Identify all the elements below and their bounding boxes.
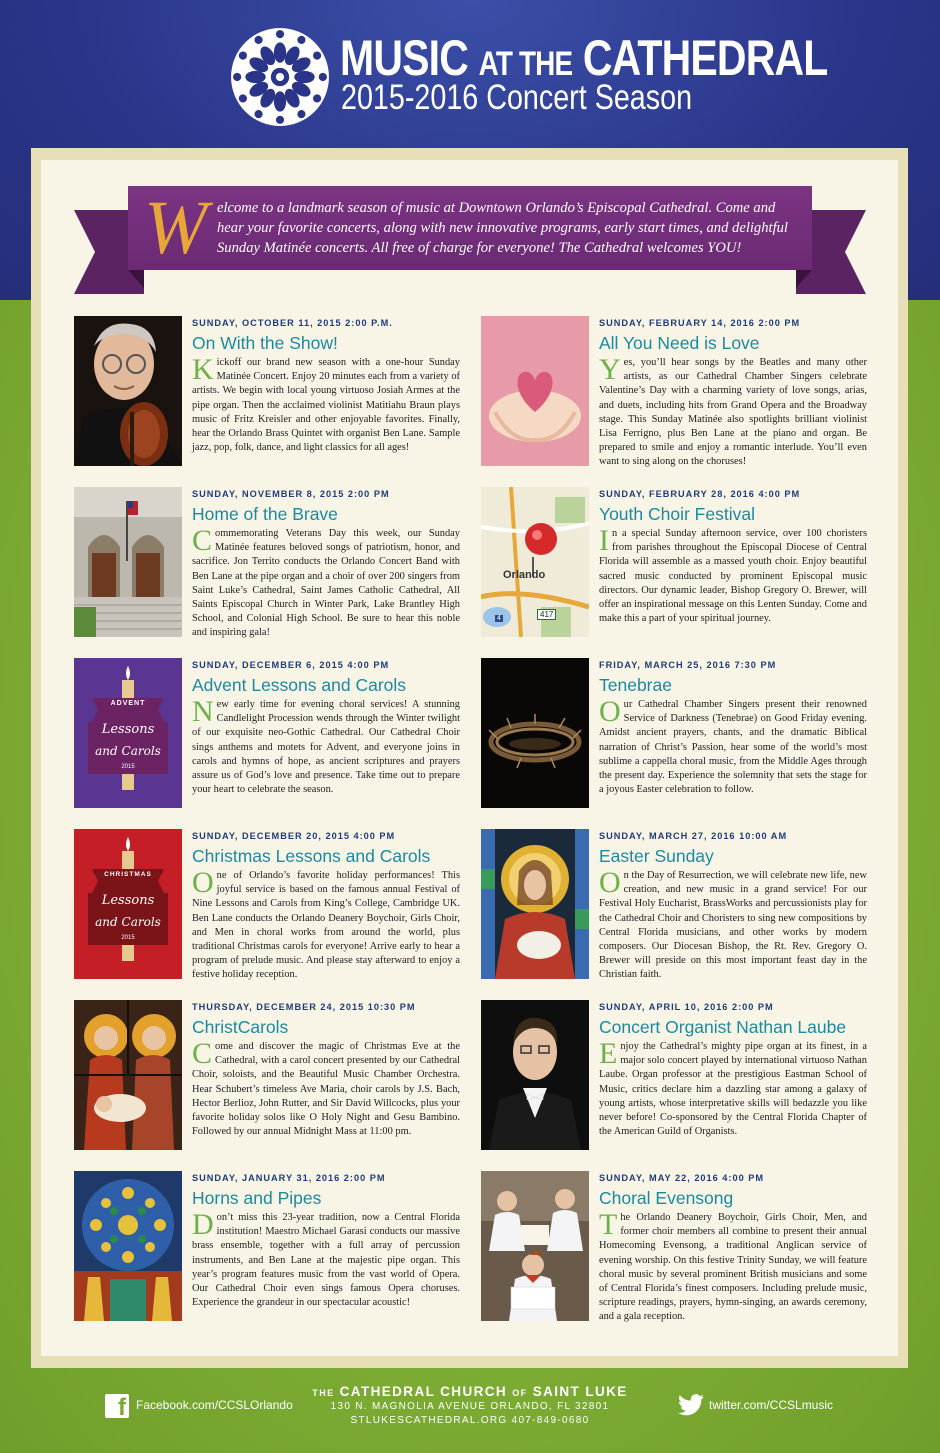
concert-description: Enjoy the Cathedral’s mighty pipe organ at its finest, in a major solo concert played by international virtuoso Nathan Laube. Organ professor at the prestigious Eastman School of Music, critics declare him a dazzling star among a galaxy of young artists, whose interpretative skills will bedazzle you like never before! Co-sponsored by the Central Florida Chapter of the American Guild of Organists.	[599, 1037, 867, 1138]
dropcap: E	[599, 1037, 618, 1070]
concert-title: All You Need is Love	[599, 333, 760, 353]
heart-hands-photo	[481, 316, 589, 466]
concert-nathan-laube	[481, 1000, 871, 1160]
concert-title: Tenebrae	[599, 675, 672, 695]
concert-description: Yes, you’ll hear songs by the Beatles and many other artists, as our Cathedral Chamber Singers celebrate Valentine’s Day with a charming variety of love songs, arias, and duets, including hits from Grand Opera and the Broadway stage. This Sunday Matinée also spotlights brilliant violinist Lisa Ferrigno, plus Ben Lane at the piano and organ. Be prepared to smile and enjoy a romantic interlude. You’ll even want to sing along on the choruses!	[599, 353, 867, 468]
concert-tenebrae	[481, 658, 871, 818]
church-website-phone[interactable]: STLUKESCATHEDRAL.ORG 407-849-0680	[350, 1415, 590, 1426]
concert-date: SUNDAY, APRIL 10, 2016 2:00 PM	[599, 1002, 774, 1012]
christmas-candle-graphic: CHRISTMAS Lessons and Carols 2015	[74, 829, 182, 979]
footer	[0, 1380, 940, 1450]
dropcap: N	[192, 695, 214, 728]
dropcap: C	[192, 1037, 213, 1070]
header	[0, 0, 940, 140]
crown-of-thorns-photo	[481, 658, 589, 808]
concert-title: Concert Organist Nathan Laube	[599, 1017, 847, 1037]
twitter-link[interactable]: twitter.com/CCSLmusic	[709, 1398, 834, 1412]
concert-date: SUNDAY, FEBRUARY 14, 2016 2:00 PM	[599, 318, 801, 328]
main-title: MUSIC AT THE CATHEDRAL	[340, 30, 828, 86]
concert-description: Don’t miss this 23-year tradition, now a Central Florida institution! Maestro Michael Garasi conducts our massive brass ensemble, together with a full array of percussion instruments, and Ben Lane at the majestic pipe organ. This year’s program features music from the vast world of Opera. Our Cathedral Choir even sings famous Opera choruses. Experience the grandeur in our spectacular acoustic!	[192, 1208, 460, 1309]
church-address: 130 N. MAGNOLIA AVENUE ORLANDO, FL 32801	[330, 1401, 610, 1412]
cathedral-doors-photo	[74, 487, 182, 637]
concert-description: In a special Sunday afternoon service, over 100 choristers from parishes throughout the Episcopal Diocese of Central Florida will assemble as a massed youth choir. Enjoy beautiful sacred music conducted by prominent Episcopal music directors. Our dynamic leader, Bishop Gregory O. Brewer, will offer an inspirational message on this Lenten Sunday. Come and make this a part of your spiritual journey.	[599, 524, 867, 625]
concert-title: On With the Show!	[192, 333, 338, 353]
concert-title: Horns and Pipes	[192, 1188, 322, 1208]
concert-title: Easter Sunday	[599, 846, 714, 866]
rose-window-photo	[74, 1171, 182, 1321]
concert-date: SUNDAY, DECEMBER 20, 2015 4:00 PM	[192, 831, 396, 841]
orlando-map-pin: Orlando 417 4	[481, 487, 589, 637]
concert-date: FRIDAY, MARCH 25, 2016 7:30 PM	[599, 660, 777, 670]
violinist-photo	[74, 316, 182, 466]
concert-date: SUNDAY, JANUARY 31, 2016 2:00 PM	[192, 1173, 386, 1183]
facebook-icon[interactable]: f	[105, 1394, 129, 1418]
concert-description: Come and discover the magic of Christmas Eve at the Cathedral, with a carol concert presented by our Cathedral Choir, soloists, and the Beautiful Music Chamber Orchestra. Hear Schubert’s timeless Ave Maria, choir carols by J.S. Bach, Hector Berlioz, John Rutter, and Sir David Willcocks, plus your favorite holiday solos like O Holy Night and Gesu Bambino. Followed by our annual Midnight Mass at 11:00 pm.	[192, 1037, 460, 1138]
choir-photo	[481, 1171, 589, 1321]
concert-easter-sunday	[481, 829, 871, 989]
dropcap: K	[192, 353, 214, 386]
dropcap: O	[599, 866, 621, 899]
concert-description: The Orlando Deanery Boychoir, Girls Choir, Men, and former choir members all combine to present their annual Homecoming Evensong, a traditional Anglican service of evening worship. On this festive Trinity Sunday, we will feature choral music by several prominent British musicians and some of Central Florida’s finest composers. Including prelude music, scripture readings, prayers, hymn-singing, an awards ceremony, and a gala reception.	[599, 1208, 867, 1323]
concert-date: SUNDAY, NOVEMBER 8, 2015 2:00 PM	[192, 489, 390, 499]
christ-stained-glass	[481, 829, 589, 979]
concert-description: On the Day of Resurrection, we will celebrate new life, new creation, and new music in a grand service! For our Festival Holy Eucharist, BrassWorks and percussionists play for the Cathedral Choir and Choristers to sing new compositions by Central Florida musicians, and other works by modern composers. Our Diocesan Bishop, the Rt. Rev. Gregory O. Brewer will preside on this most important feast day in the Christian faith.	[599, 866, 867, 981]
concert-home-of-the-brave	[74, 487, 464, 647]
concert-advent-lessons	[74, 658, 464, 818]
concert-on-with-the-show	[74, 316, 464, 476]
dropcap: O	[599, 695, 621, 728]
advent-candle-graphic: ADVENT Lessons and Carols 2015	[74, 658, 182, 808]
concert-date: SUNDAY, OCTOBER 11, 2015 2:00 P.M.	[192, 318, 393, 328]
concert-christcarols	[74, 1000, 464, 1160]
concert-date: SUNDAY, FEBRUARY 28, 2016 4:00 PM	[599, 489, 801, 499]
concert-title: Advent Lessons and Carols	[192, 675, 407, 695]
concert-description: Commemorating Veterans Day this week, our Sunday Matinée features beloved songs of patriotism, honor, and sacrifice. Jon Territo conducts the Orlando Concert Band with Ben Lane at the pipe organ and a choir of over 200 singers from Saint Luke’s Cathedral, Saint James Catholic Cathedral, All Saints Episcopal Church in Winter Park, Lake Brantley High School, and Colonial High School. Be sure to hear this noble and inspiring gala!	[192, 524, 460, 639]
concert-title: ChristCarols	[192, 1017, 289, 1037]
dropcap: Y	[599, 353, 621, 386]
concert-description: One of Orlando’s favorite holiday performances! This joyful service is based on the famous annual Festival of Nine Lessons and Carols from King’s College, Cambridge UK. Ben Lane conducts the Orlando Deanery Boychoir, Girls Choir, and Men in choral works from around the world, plus traditional Christmas carols for everyone! Arrive early to hear a program of prelude music. And please stay afterward to enjoy a festive holiday reception.	[192, 866, 460, 981]
concert-all-you-need-is-love	[481, 316, 871, 476]
concert-choral-evensong	[481, 1171, 871, 1331]
concert-christmas-lessons	[74, 829, 464, 989]
church-name: THE CATHEDRAL CHURCH OF SAINT LUKE	[312, 1384, 628, 1399]
concert-date: SUNDAY, DECEMBER 6, 2015 4:00 PM	[192, 660, 390, 670]
concert-title: Christmas Lessons and Carols	[192, 846, 431, 866]
facebook-link[interactable]: Facebook.com/CCSLOrlando	[136, 1398, 293, 1412]
concert-youth-choir-festival	[481, 487, 871, 647]
organist-portrait	[481, 1000, 589, 1150]
concert-description: New early time for evening choral services! A stunning Candlelight Procession wends through the Winter twilight of our exquisite neo-Gothic Cathedral. Our Cathedral Choir sings anthems and motets for Advent, and everyone joins in carols and hymns of hope, as ancient scriptures and prayers assure us of God’s love and presence. Take time out to prepare your heart to celebrate the season.	[192, 695, 460, 796]
dropcap: D	[192, 1208, 214, 1241]
dropcap: O	[192, 866, 214, 899]
dropcap: C	[192, 524, 213, 557]
dropcap: T	[599, 1208, 618, 1241]
season-subtitle: 2015-2016 Concert Season	[341, 78, 693, 117]
dropcap: I	[599, 524, 609, 557]
welcome-dropcap: W	[144, 186, 208, 270]
concert-date: THURSDAY, DECEMBER 24, 2015 10:30 PM	[192, 1002, 416, 1012]
concert-title: Home of the Brave	[192, 504, 338, 524]
nativity-stained-glass	[74, 1000, 182, 1150]
concert-title: Youth Choir Festival	[599, 504, 755, 524]
concert-date: SUNDAY, MAY 22, 2016 4:00 PM	[599, 1173, 765, 1183]
welcome-text: elcome to a landmark season of music at Downtown Orlando’s Episcopal Cathedral. Come and hear your favorite concerts, along with new innovative programs, early start times, and delightful Sunday Matinée concerts. All free of charge for everyone! The Cathedral welcomes YOU!	[217, 200, 788, 256]
concert-description: Kickoff our brand new season with a one-hour Sunday Matinée Concert. Enjoy 20 minutes each from a variety of artists. We begin with local young virtuoso Josiah Armes at the pipe organ. Then the acclaimed violinist Matitiahu Braun plays music of Fritz Kreisler and other enjoyable favorites. Finally, hear the Orlando Brass Quintet with organist Ben Lane. Sample jazz, pop, folk, dance, and light classics for all ages!	[192, 353, 460, 454]
concert-horns-and-pipes	[74, 1171, 464, 1331]
rose-window-icon	[229, 26, 331, 128]
concert-date: SUNDAY, MARCH 27, 2016 10:00 AM	[599, 831, 788, 841]
twitter-icon[interactable]	[678, 1394, 704, 1416]
concert-description: Our Cathedral Chamber Singers present their renowned Service of Darkness (Tenebrae) on Good Friday evening. Amidst ancient prayers, chants, and the dramatic Biblical narration of Christ’s Passion, hear some of the world’s most sublime a cappella choral music, from the Middle Ages through the present day. Experience the solemnity that sets the stage for a joyous Easter celebration to follow.	[599, 695, 867, 796]
concert-title: Choral Evensong	[599, 1188, 734, 1208]
